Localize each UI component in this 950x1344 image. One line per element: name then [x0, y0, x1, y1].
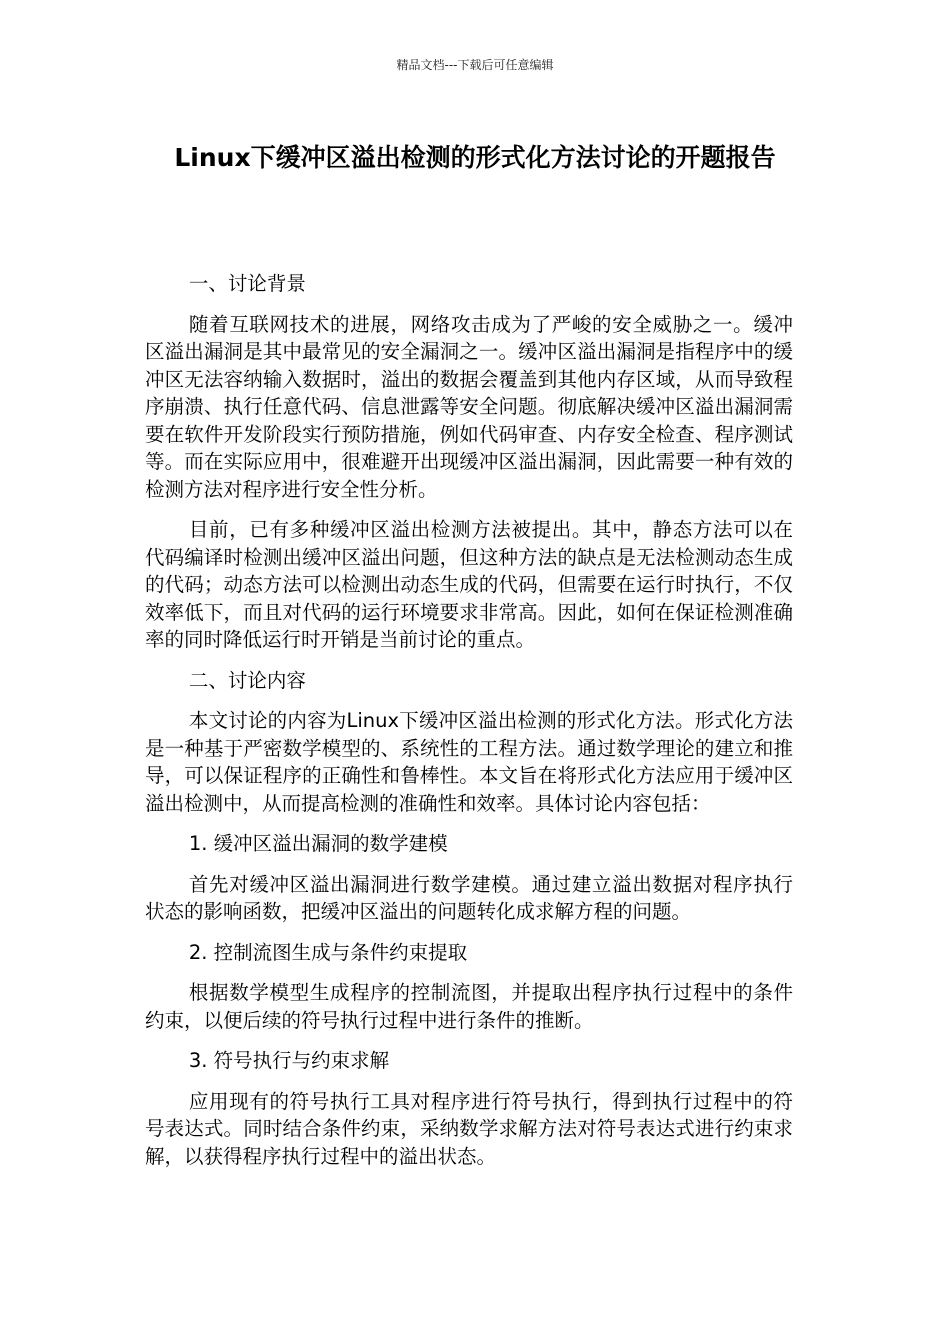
- paragraph: 本文讨论的内容为Linux下缓冲区溢出检测的形式化方法。形式化方法是一种基于严密数学模型的、系统性的工程方法。通过数学理论的建立和推导，可以保证程序的正确性和鲁棒性。本文旨在将形式化方法应用于缓冲区溢出检测中，从而提高检测的准确性和效率。具体讨论内容包括：: [145, 709, 793, 815]
- paragraph: 首先对缓冲区溢出漏洞进行数学建模。通过建立溢出数据对程序执行状态的影响函数，把缓冲区溢出的问题转化成求解方程的问题。: [145, 872, 793, 923]
- paragraph: 目前，已有多种缓冲区溢出检测方法被提出。其中，静态方法可以在代码编译时检测出缓冲区溢出问题，但这种方法的缺点是无法检测动态生成的代码；动态方法可以检测出动态生成的代码，但需要在运行时执行，不仅效率低下，而且对代码的运行环境要求非常高。因此，如何在保证检测准确率的同时降低运行时开销是当前讨论的重点。: [145, 518, 793, 651]
- subsection-heading-2: 2. 控制流图生成与条件约束提取: [188, 940, 468, 964]
- page-header: 精品文档---下载后可任意编辑: [396, 58, 554, 72]
- section-heading-content: 二、讨论内容: [188, 668, 306, 692]
- subsection-heading-1: 1. 缓冲区溢出漏洞的数学建模: [188, 832, 448, 855]
- document-body: [145, 270, 793, 1183]
- paragraph: 应用现有的符号执行工具对程序进行符号执行，得到执行过程中的符号表达式。同时结合条件约束，采纳数学求解方法对符号表达式进行约束求解，以获得程序执行过程中的溢出状态。: [145, 1089, 793, 1168]
- paragraph: 根据数学模型生成程序的控制流图，并提取出程序执行过程中的条件约束，以便后续的符号执行过程中进行条件的推断。: [145, 981, 793, 1032]
- subsection-heading-3: 3. 符号执行与约束求解: [188, 1049, 390, 1072]
- document-title: Linux下缓冲区溢出检测的形式化方法讨论的开题报告: [174, 143, 776, 172]
- section-heading-background: 一、讨论背景: [188, 272, 306, 295]
- paragraph: 随着互联网技术的进展，网络攻击成为了严峻的安全威胁之一。缓冲区溢出漏洞是其中最常见的安全漏洞之一。缓冲区溢出漏洞是指程序中的缓冲区无法容纳输入数据时，溢出的数据会覆盖到其他内存区域，从而导致程序崩溃、执行任意代码、信息泄露等安全问题。彻底解决缓冲区溢出漏洞需要在软件开发阶段实行预防措施，例如代码审查、内存安全检查、程序测试等。而在实际应用中，很难避开出现缓冲区溢出漏洞，因此需要一种有效的检测方法对程序进行安全性分析。: [145, 312, 793, 501]
